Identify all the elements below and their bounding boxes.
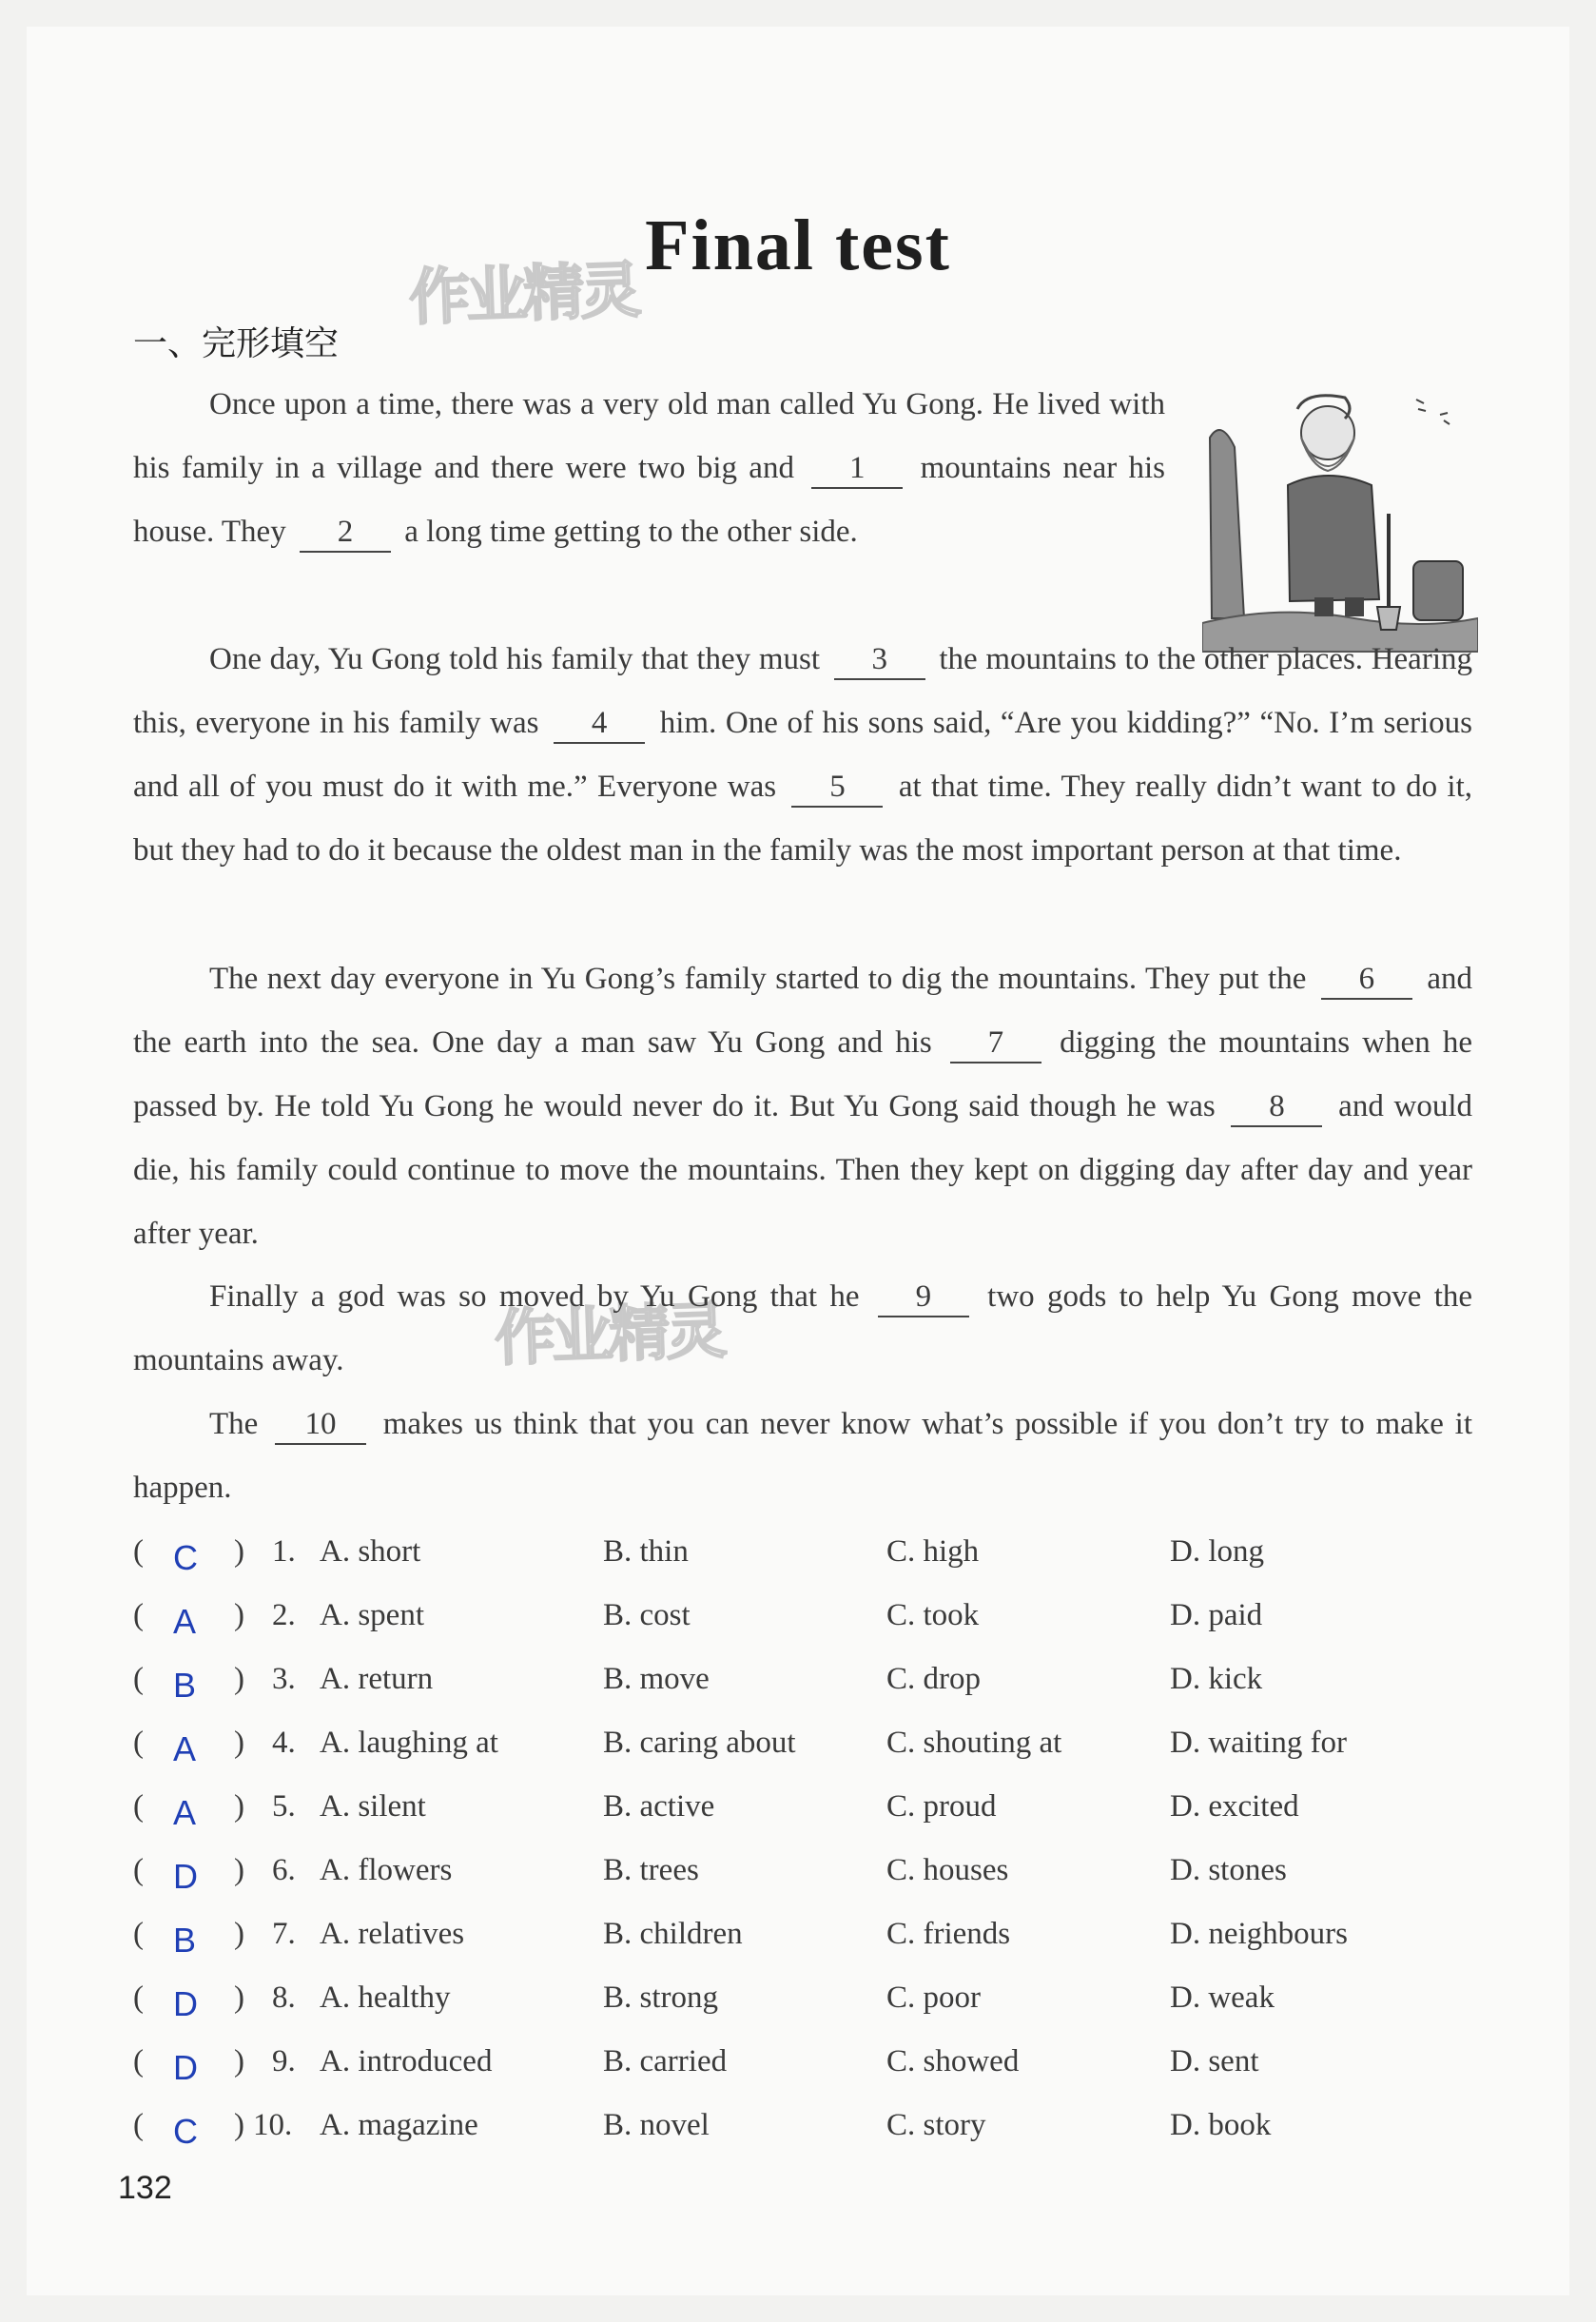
passage-text: him. One of his sons said, “Are you kidding?” “No. I’m serious and all of you must do it with me.” Everyone was xyxy=(133,706,1473,804)
passage-text: Once upon a time, there was a very old man called Yu Gong. He lived with his family in a village and there were two big and xyxy=(133,387,1165,485)
paren-open: ( xyxy=(133,1662,144,1696)
paren-close: ) xyxy=(234,1534,244,1569)
question-row xyxy=(133,1584,1484,1648)
handwritten-answer: C xyxy=(173,1538,198,1577)
blank-7: 7 xyxy=(950,1024,1041,1063)
option-a: A. laughing at xyxy=(320,1726,498,1760)
option-a: A. introduced xyxy=(320,2044,493,2078)
option-a: A. flowers xyxy=(320,1853,453,1887)
passage-paragraph-4 xyxy=(133,1265,1472,1393)
paren-open: ( xyxy=(133,1534,144,1569)
passage-text: and the earth into the sea. One day a man saw Yu Gong and his xyxy=(133,962,1472,1060)
option-b: B. novel xyxy=(603,2108,710,2142)
question-row xyxy=(133,2030,1484,2094)
question-number: 1. xyxy=(272,1534,296,1569)
option-a: A. relatives xyxy=(320,1917,465,1951)
option-a: A. healthy xyxy=(320,1981,451,2015)
paren-open: ( xyxy=(133,1981,144,2015)
option-b: B. active xyxy=(603,1789,715,1824)
option-d: D. kick xyxy=(1170,1662,1263,1696)
option-a: A. silent xyxy=(320,1789,426,1824)
passage-paragraph-3 xyxy=(133,947,1472,1266)
passage-paragraph-5 xyxy=(133,1393,1472,1520)
option-b: B. cost xyxy=(603,1598,691,1632)
handwritten-answer: D xyxy=(173,1857,198,1896)
option-d: D. book xyxy=(1170,2108,1272,2142)
question-row xyxy=(133,1902,1484,1966)
option-d: D. excited xyxy=(1170,1789,1299,1824)
blank-1: 1 xyxy=(811,449,903,489)
option-b: B. trees xyxy=(603,1853,699,1887)
paren-open: ( xyxy=(133,2108,144,2142)
blank-2: 2 xyxy=(300,513,391,553)
question-number: 10. xyxy=(253,2108,293,2142)
paren-open: ( xyxy=(133,1853,144,1887)
blank-5: 5 xyxy=(791,768,883,808)
passage-text: mountains near his house. They xyxy=(133,451,1166,549)
option-b: B. move xyxy=(603,1662,710,1696)
passage-text: The next day everyone in Yu Gong’s family started to dig the mountains. They put the xyxy=(209,962,1307,996)
paren-close: ) xyxy=(234,1662,244,1696)
option-c: C. shouting at xyxy=(886,1726,1062,1760)
paren-close: ) xyxy=(234,1981,244,2015)
question-row xyxy=(133,1775,1484,1839)
option-c: C. story xyxy=(886,2108,986,2142)
watermark-logo: 作业精灵 xyxy=(493,1296,725,1376)
question-row xyxy=(133,1839,1484,1902)
option-c: C. houses xyxy=(886,1853,1009,1887)
option-c: C. took xyxy=(886,1598,980,1632)
question-row xyxy=(133,2094,1484,2157)
option-d: D. stones xyxy=(1170,1853,1287,1887)
option-c: C. high xyxy=(886,1534,980,1569)
handwritten-answer: B xyxy=(173,1666,197,1705)
question-number: 3. xyxy=(272,1662,296,1696)
option-d: D. long xyxy=(1170,1534,1264,1569)
passage-text: The xyxy=(209,1407,259,1441)
question-number: 8. xyxy=(272,1981,296,2015)
passage-text: makes us think that you can never know what’s possible if you don’t try to make it happen. xyxy=(133,1407,1472,1505)
passage-text: digging the mountains when he passed by. He told Yu Gong he would never do it. But Yu Gong said though he was xyxy=(133,1025,1473,1123)
option-d: D. neighbours xyxy=(1170,1917,1348,1951)
option-a: A. return xyxy=(320,1662,434,1696)
paren-open: ( xyxy=(133,1789,144,1824)
watermark-logo: 作业精灵 xyxy=(407,255,639,335)
option-c: C. drop xyxy=(886,1662,981,1696)
question-number: 5. xyxy=(272,1789,296,1824)
option-d: D. waiting for xyxy=(1170,1726,1348,1760)
blank-6: 6 xyxy=(1321,960,1412,1000)
paren-close: ) xyxy=(234,1789,244,1824)
paren-close: ) xyxy=(234,2044,244,2078)
option-b: B. thin xyxy=(603,1534,689,1569)
question-list xyxy=(133,1520,1484,2157)
passage-text: the mountains to the other places. Hearing this, everyone in his family was xyxy=(133,642,1472,740)
blank-9: 9 xyxy=(878,1278,969,1317)
question-number: 7. xyxy=(272,1917,296,1951)
option-c: C. showed xyxy=(886,2044,1020,2078)
blank-4: 4 xyxy=(554,704,645,744)
paren-open: ( xyxy=(133,1726,144,1760)
handwritten-answer: D xyxy=(173,1984,198,2023)
section-heading: 一、完形填空 xyxy=(133,324,340,363)
handwritten-answer: B xyxy=(173,1921,197,1960)
option-a: A. magazine xyxy=(320,2108,478,2142)
paren-close: ) xyxy=(234,1917,244,1951)
paren-open: ( xyxy=(133,1917,144,1951)
question-row xyxy=(133,1711,1484,1775)
blank-8: 8 xyxy=(1231,1087,1322,1127)
passage-text: Finally a god was so moved by Yu Gong that he xyxy=(209,1279,860,1314)
option-a: A. spent xyxy=(320,1598,424,1632)
option-d: D. sent xyxy=(1170,2044,1259,2078)
paren-close: ) xyxy=(234,1726,244,1760)
question-row xyxy=(133,1520,1484,1584)
option-c: C. friends xyxy=(886,1917,1011,1951)
yu-gong-illustration xyxy=(1202,380,1478,656)
question-number: 2. xyxy=(272,1598,296,1632)
paren-close: ) xyxy=(234,1598,244,1632)
option-b: B. children xyxy=(603,1917,743,1951)
passage-text: One day, Yu Gong told his family that they must xyxy=(209,642,821,676)
option-d: D. paid xyxy=(1170,1598,1263,1632)
question-number: 9. xyxy=(272,2044,296,2078)
handwritten-answer: A xyxy=(173,1602,197,1641)
paren-open: ( xyxy=(133,2044,144,2078)
passage-text: at that time. They really didn’t want to do it, but they had to do it because the oldest man in the family was the most important person at that time. xyxy=(133,770,1473,868)
passage-paragraph-1 xyxy=(133,373,1165,564)
passage-paragraph-2 xyxy=(133,628,1472,883)
passage-text: and would die, his family could continue to move the mountains. Then they kept on digging day after day and year after year. xyxy=(133,1089,1473,1251)
option-b: B. strong xyxy=(603,1981,719,2015)
question-row xyxy=(133,1648,1484,1711)
paren-close: ) xyxy=(234,2108,244,2142)
question-number: 4. xyxy=(272,1726,296,1760)
handwritten-answer: C xyxy=(173,2112,198,2151)
option-b: B. carried xyxy=(603,2044,728,2078)
paren-open: ( xyxy=(133,1598,144,1632)
question-row xyxy=(133,1966,1484,2030)
blank-3: 3 xyxy=(834,640,925,680)
passage-text: two gods to help Yu Gong move the mountains away. xyxy=(133,1279,1473,1377)
handwritten-answer: A xyxy=(173,1793,197,1832)
option-a: A. short xyxy=(320,1534,421,1569)
passage-text: a long time getting to the other side. xyxy=(404,515,858,549)
option-d: D. weak xyxy=(1170,1981,1275,2015)
question-number: 6. xyxy=(272,1853,296,1887)
page-number: 132 xyxy=(118,2170,172,2206)
handwritten-answer: A xyxy=(173,1729,197,1768)
blank-10: 10 xyxy=(275,1405,366,1445)
handwritten-answer: D xyxy=(173,2048,198,2087)
option-c: C. poor xyxy=(886,1981,981,2015)
paren-close: ) xyxy=(234,1853,244,1887)
page-title: Final test xyxy=(645,205,951,285)
option-b: B. caring about xyxy=(603,1726,796,1760)
option-c: C. proud xyxy=(886,1789,997,1824)
